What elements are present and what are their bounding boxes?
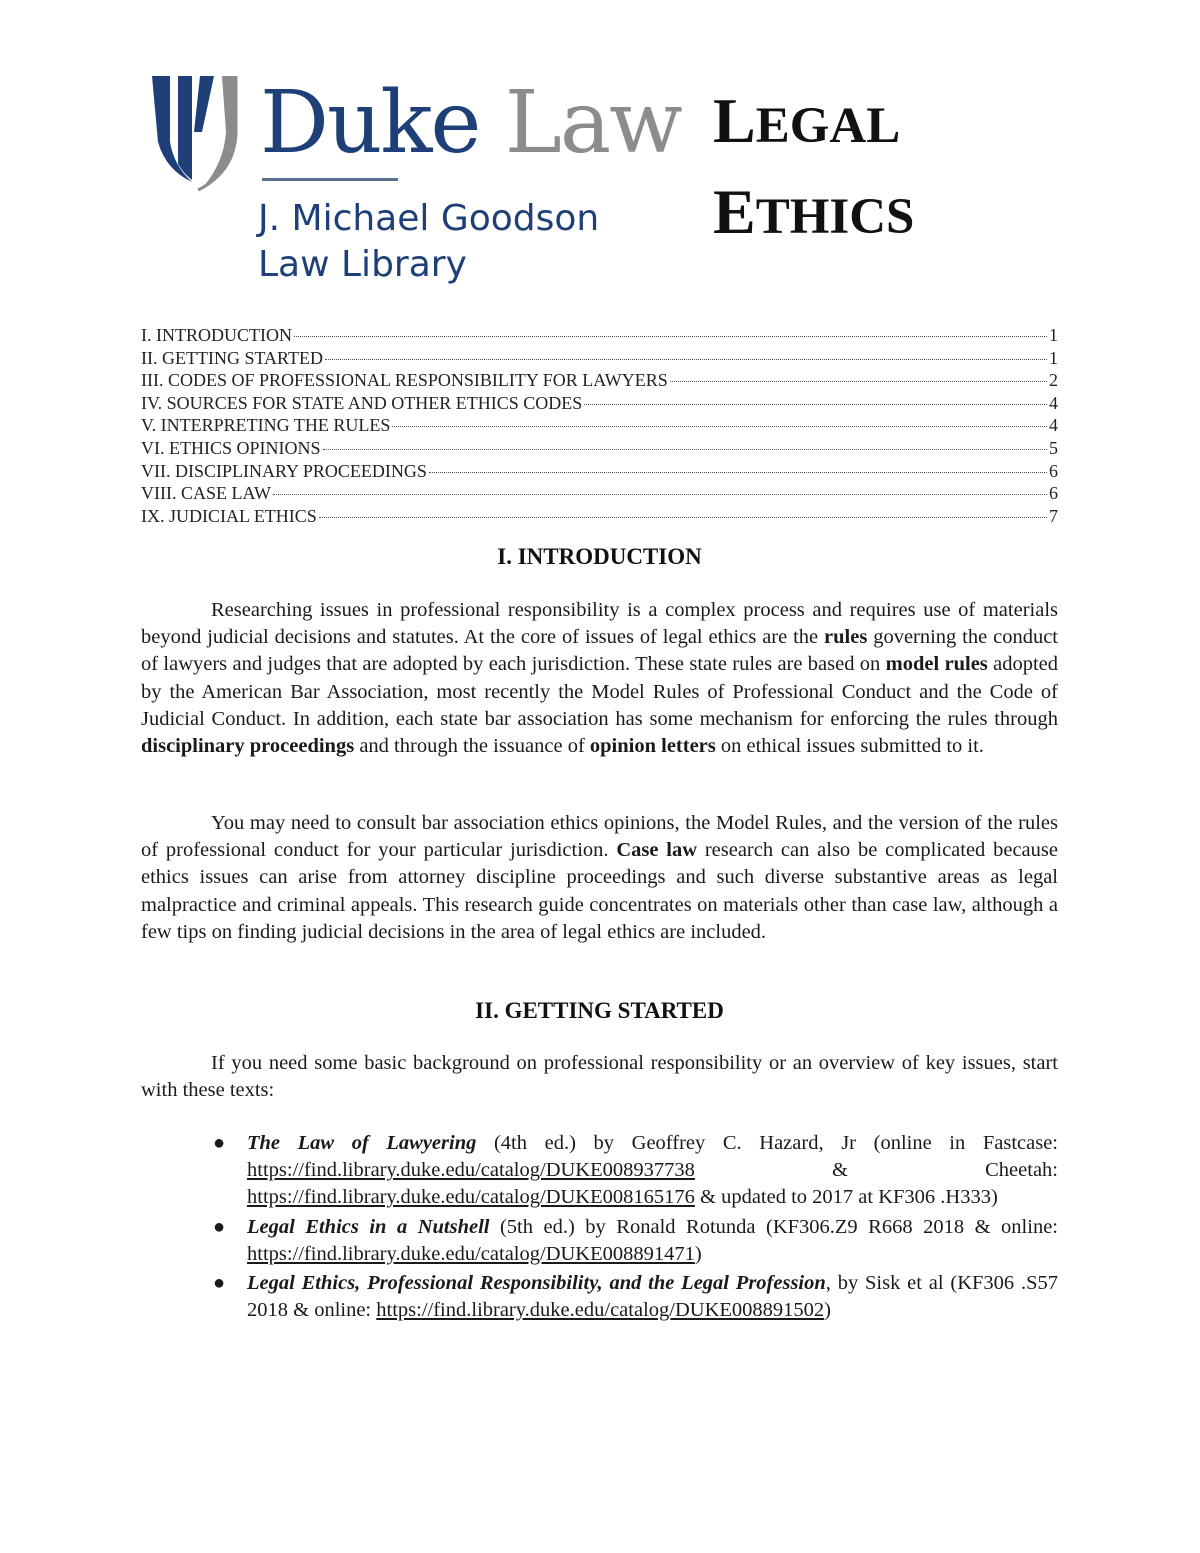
title-l1-cap: L — [713, 85, 756, 156]
toc-entry-title: VII. DISCIPLINARY PROCEEDINGS — [141, 460, 427, 481]
toc-entry[interactable] — [141, 461, 1058, 484]
toc-entry-title: III. CODES OF PROFESSIONAL RESPONSIBILITY FOR LAWYERS — [141, 370, 668, 391]
bullet-icon: ● — [213, 1215, 226, 1238]
toc-entry-page: 7 — [1049, 505, 1058, 526]
toc-dot-leader — [319, 517, 1047, 518]
table-of-contents — [141, 325, 1058, 528]
toc-entry-title: VIII. CASE LAW — [141, 483, 272, 504]
toc-entry-title: II. GETTING STARTED — [141, 347, 323, 368]
list-item: ● The Law of Lawyering (4th ed.) by Geoffrey C. Hazard, Jr (online in Fastcase: https://find.library.duke.edu/catalog/DUKE008937738 & Cheetah: https://find.library.duke.edu/catalog/DUKE008165176 & updated to 2017 at KF306 .H333) — [213, 1132, 1058, 1209]
toc-entry-page: 4 — [1049, 415, 1058, 436]
toc-entry-title: IX. JUDICIAL ETHICS — [141, 505, 317, 526]
toc-dot-leader — [323, 449, 1048, 450]
toc-entry[interactable] — [141, 438, 1058, 461]
logo-divider — [262, 178, 398, 181]
logo-library-line2: Law Library — [258, 244, 467, 285]
list-item: ● Legal Ethics, Professional Responsibility, and the Legal Profession, by Sisk et al (KF306 .S57 2018 & online: https://find.library.duke.edu/catalog/DUKE008891502) — [213, 1272, 1058, 1322]
catalog-link[interactable]: https://find.library.duke.edu/catalog/DUKE008937738 — [247, 1159, 695, 1182]
catalog-link[interactable]: https://find.library.duke.edu/catalog/DUKE008165176 — [247, 1186, 695, 1209]
title-l1-rest: EGAL — [755, 98, 901, 154]
catalog-link[interactable]: https://find.library.duke.edu/catalog/DUKE008891502 — [376, 1299, 825, 1322]
book-title: Legal Ethics in a Nutshell — [247, 1215, 490, 1238]
list-item: ● Legal Ethics in a Nutshell (5th ed.) by Ronald Rotunda (KF306.Z9 R668 2018 & online: https://find.library.duke.edu/catalog/DUKE008891471) — [213, 1215, 1058, 1265]
emphasis-disciplinary-proceedings: disciplinary proceedings — [141, 735, 355, 758]
book-title: The Law of Lawyering — [247, 1132, 477, 1154]
toc-dot-leader — [670, 381, 1047, 382]
toc-dot-leader — [429, 472, 1047, 473]
toc-dot-leader — [325, 359, 1047, 360]
toc-entry-title: I. INTRODUCTION — [141, 325, 292, 345]
logo-duke-text: Duke — [260, 73, 480, 173]
emphasis-rules: rules — [824, 626, 868, 649]
bullet-icon: ● — [213, 1272, 226, 1295]
toc-entry-page: 6 — [1049, 460, 1058, 481]
emphasis-case-law: Case law — [616, 839, 698, 862]
intro-paragraph-1: Researching issues in professional responsibility is a complex process and requires use of materials beyond judicial decisions and statutes. At the core of issues of legal ethics are the rules governing the conduct of lawyers and judges that are adopted by each jurisdiction. These state rules are based on model rules adopted by the American Bar Association, most recently the Model Rules of Professional Conduct and the Code of Judicial Conduct. In addition, each state bar association has some mechanism for enforcing the rules through disciplinary proceedings and through the issuance of opinion letters on ethical issues submitted to it. — [141, 599, 1058, 758]
toc-entry[interactable] — [141, 415, 1058, 438]
toc-dot-leader — [294, 336, 1047, 337]
catalog-link[interactable]: https://find.library.duke.edu/catalog/DUKE008891471 — [247, 1242, 695, 1265]
section-heading-introduction: I. INTRODUCTION — [497, 544, 702, 569]
emphasis-opinion-letters: opinion letters — [589, 735, 716, 758]
toc-entry-page: 2 — [1049, 370, 1058, 391]
logo-library-name — [258, 196, 599, 288]
toc-entry[interactable] — [141, 348, 1058, 371]
toc-entry-page: 1 — [1049, 347, 1058, 368]
intro-paragraph-2: You may need to consult bar association ethics opinions, the Model Rules, and the version of the rules of professional conduct for your particular jurisdiction. Case law research can also be complicated because ethics issues can arise from attorney discipline proceedings and such diverse substantive areas as legal malpractice and criminal appeals. This research guide concentrates on materials other than case law, although a few tips on finding judicial decisions in the area of legal ethics are included. — [141, 812, 1058, 943]
toc-entry-page: 1 — [1049, 325, 1058, 345]
toc-dot-leader — [392, 426, 1047, 427]
toc-entry[interactable] — [141, 506, 1058, 529]
toc-entry-title: V. INTERPRETING THE RULES — [141, 415, 391, 436]
recommended-texts-list — [141, 1130, 1058, 1326]
toc-dot-leader — [273, 494, 1047, 495]
toc-entry[interactable] — [141, 370, 1058, 393]
toc-entry-page: 6 — [1049, 483, 1058, 504]
toc-entry-title: VI. ETHICS OPINIONS — [141, 437, 321, 458]
toc-entry[interactable] — [141, 393, 1058, 416]
logo-library-line1: J. Michael Goodson — [258, 198, 600, 239]
toc-entry[interactable] — [141, 483, 1058, 506]
duke-shield-icon — [148, 72, 240, 194]
toc-entry-title: IV. SOURCES FOR STATE AND OTHER ETHICS CODES — [141, 392, 583, 413]
document-title — [713, 84, 1013, 266]
toc-dot-leader — [584, 404, 1047, 405]
bullet-icon: ● — [213, 1132, 226, 1154]
emphasis-model-rules: model rules — [885, 653, 988, 676]
book-title: Legal Ethics, Professional Responsibility, and the Legal Profession — [247, 1272, 826, 1295]
getting-started-paragraph: If you need some basic background on professional responsibility or an overview of key issues, start with these texts: — [141, 1052, 1058, 1102]
toc-entry-page: 4 — [1049, 392, 1058, 413]
toc-entry-page: 5 — [1049, 437, 1058, 458]
duke-law-logo — [148, 68, 708, 298]
title-l2-cap: E — [713, 176, 756, 247]
title-l2-rest: THICS — [755, 189, 915, 245]
logo-wordmark — [260, 68, 681, 178]
section-heading-getting-started: II. GETTING STARTED — [475, 998, 724, 1023]
logo-law-text: Law — [504, 73, 681, 173]
toc-entry[interactable] — [141, 325, 1058, 348]
